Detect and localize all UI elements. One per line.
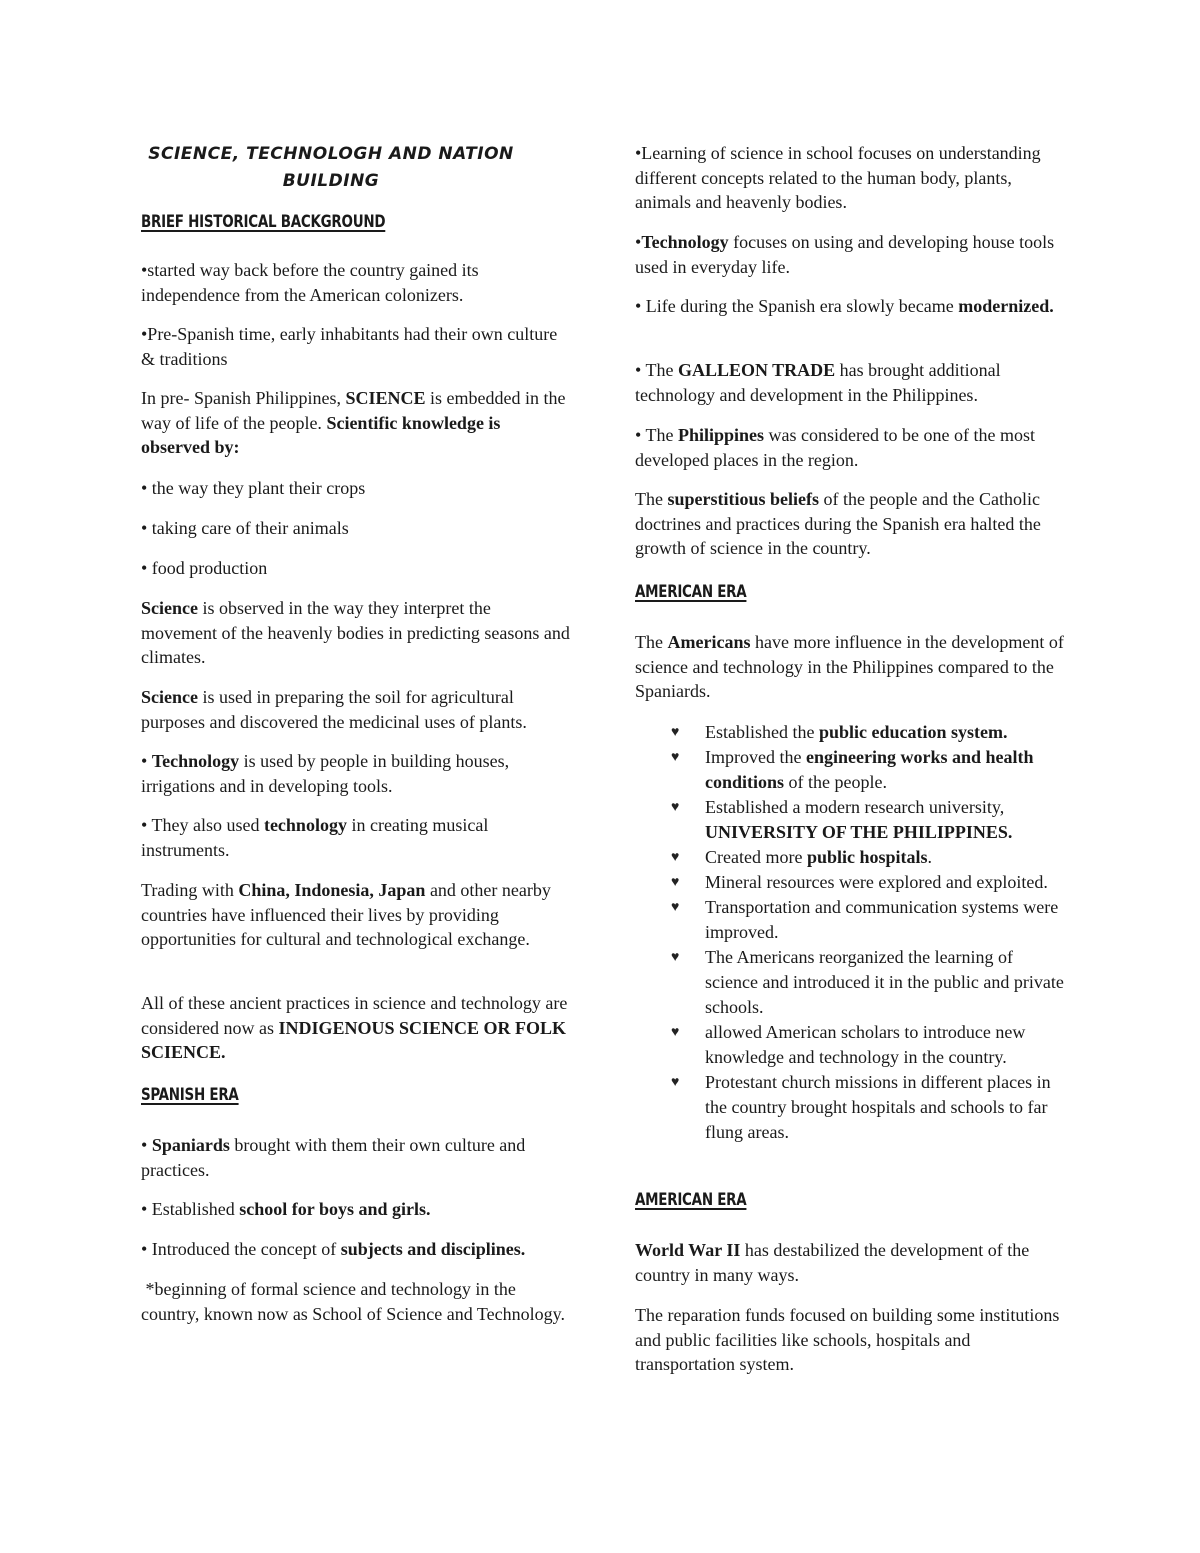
- para-school-boys-girls: • Established school for boys and girls.: [141, 1199, 431, 1219]
- list-item: ♥ Protestant church missions in different places in the country brought hospitals and schools to far flung areas.: [671, 1072, 1051, 1142]
- document-title: [141, 141, 521, 195]
- para-started-way-back: •started way back before the country gained its independence from the American colonizers.: [141, 260, 479, 305]
- list-item: ♥ Established a modern research university, UNIVERSITY OF THE PHILIPPINES.: [671, 797, 1013, 842]
- title-line-1: SCIENCE, TECHNOLOGH AND NATION: [148, 144, 514, 164]
- heading-spanish-era: SPANISH ERA: [141, 1085, 239, 1105]
- heart-bullet-icon: ♥: [671, 725, 680, 740]
- bullet-plant-crops: • the way they plant their crops: [141, 478, 366, 498]
- heading-american-era-2: AMERICAN ERA: [635, 1190, 747, 1210]
- heading-american-era-1: AMERICAN ERA: [635, 582, 747, 602]
- para-reparation-funds: The reparation funds focused on building some institutions and public facilities like schools, hospitals and transportation system.: [635, 1305, 1060, 1374]
- para-world-war-ii: World War II has destabilized the development of the country in many ways.: [635, 1240, 1030, 1285]
- para-formal-science: *beginning of formal science and technology in the country, known now as School of Science and Technology.: [141, 1279, 565, 1324]
- heading-brief-historical-background: BRIEF HISTORICAL BACKGROUND: [141, 212, 386, 232]
- para-galleon-trade: • The GALLEON TRADE has brought additional technology and development in the Philippines.: [635, 360, 1001, 405]
- para-technology-music: • They also used technology in creating musical instruments.: [141, 815, 489, 860]
- heart-bullet-icon: ♥: [671, 950, 680, 965]
- list-item: ♥ Transportation and communication systems were improved.: [671, 897, 1059, 942]
- bullet-animals: • taking care of their animals: [141, 518, 349, 538]
- para-indigenous-science: All of these ancient practices in science and technology are considered now as INDIGENOUS SCIENCE OR FOLK SCIENCE.: [141, 993, 568, 1062]
- title-line-2: BUILDING: [282, 171, 380, 191]
- list-item: ♥ The Americans reorganized the learning of science and introduced it in the public and private schools.: [671, 947, 1064, 1017]
- para-science-heavenly-bodies: Science is observed in the way they interpret the movement of the heavenly bodies in predicting seasons and climates.: [141, 598, 570, 667]
- para-science-soil: Science is used in preparing the soil for agricultural purposes and discovered the medicinal uses of plants.: [141, 687, 527, 732]
- para-americans-influence: The Americans have more influence in the development of science and technology in the Philippines compared to the Spaniards.: [635, 632, 1064, 701]
- list-item: ♥ allowed American scholars to introduce new knowledge and technology in the country.: [671, 1022, 1026, 1067]
- para-technology-house-tools: •Technology focuses on using and developing house tools used in everyday life.: [635, 232, 1055, 277]
- para-technology-houses: • Technology is used by people in building houses, irrigations and in developing tools.: [141, 751, 510, 796]
- list-item: ♥ Improved the engineering works and health conditions of the people.: [671, 747, 1034, 792]
- para-pre-spanish-time: •Pre-Spanish time, early inhabitants had their own culture & traditions: [141, 324, 558, 369]
- para-pre-spanish-science: In pre- Spanish Philippines, SCIENCE is embedded in the way of life of the people. Scientific knowledge is observed by:: [141, 388, 566, 457]
- heart-bullet-icon: ♥: [671, 750, 680, 765]
- heart-bullet-icon: ♥: [671, 1075, 680, 1090]
- para-trading: Trading with China, Indonesia, Japan and other nearby countries have influenced their lives by providing opportunities for cultural and technological exchange.: [141, 880, 551, 949]
- para-learning-science: •Learning of science in school focuses on understanding different concepts related to the human body, plants, animals and heavenly bodies.: [635, 143, 1041, 212]
- list-item: ♥ Created more public hospitals.: [635, 845, 1065, 870]
- list-item: ♥ Mineral resources were explored and exploited.: [635, 870, 1065, 895]
- para-spaniards: • Spaniards brought with them their own culture and practices.: [141, 1135, 526, 1180]
- heart-bullet-icon: ♥: [671, 900, 680, 915]
- para-superstitious-beliefs: The superstitious beliefs of the people and the Catholic doctrines and practices during the Spanish era halted the growth of science in the country.: [635, 489, 1041, 558]
- para-modernized: • Life during the Spanish era slowly became modernized.: [635, 296, 1054, 316]
- american-era-list: [635, 720, 1065, 1145]
- list-item: ♥ Established the public education system.: [635, 720, 1065, 745]
- para-philippines-developed: • The Philippines was considered to be one of the most developed places in the region.: [635, 425, 1035, 470]
- heart-bullet-icon: ♥: [671, 1025, 680, 1040]
- heart-bullet-icon: ♥: [671, 850, 680, 865]
- bullet-food-production: • food production: [141, 558, 268, 578]
- para-subjects-disciplines: • Introduced the concept of subjects and disciplines.: [141, 1239, 526, 1259]
- heart-bullet-icon: ♥: [671, 800, 680, 815]
- heart-bullet-icon: ♥: [671, 875, 680, 890]
